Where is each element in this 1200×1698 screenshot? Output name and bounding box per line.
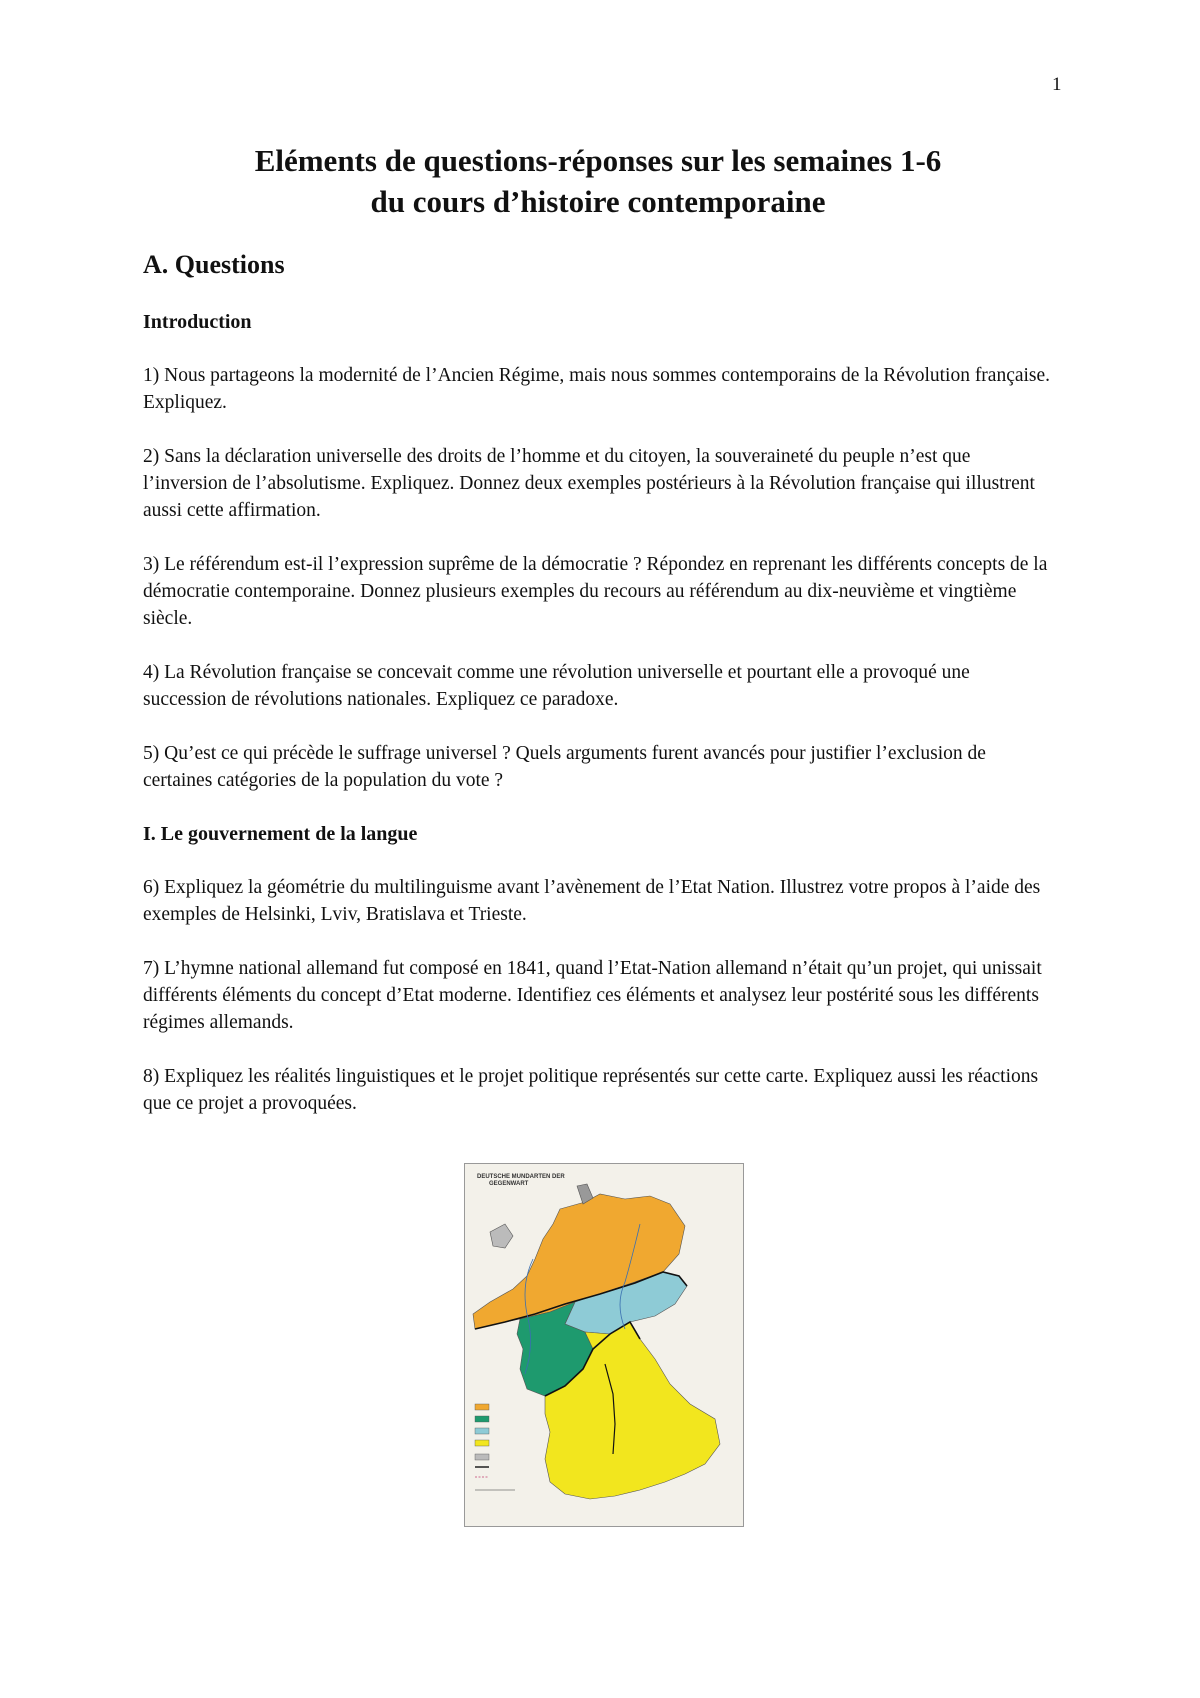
- page-number: 1: [1052, 74, 1062, 95]
- legend-swatch-ostmitteldeutsch: [475, 1428, 489, 1434]
- legend-swatch-oberdeutsch: [475, 1440, 489, 1446]
- question-6: 6) Expliquez la géométrie du multilinguisme avant l’avènement de l’Etat Nation. Illustrez votre propos à l’aide des exemples de Helsinki, Lviv, Bratislava et Trieste.: [143, 877, 1041, 925]
- introduction-heading: Introduction: [143, 311, 252, 333]
- german-dialects-map: [464, 1163, 744, 1527]
- question-5: 5) Qu’est ce qui précède le suffrage universel ? Quels arguments furent avancés pour justifier l’exclusion de certaines catégories de la population du vote ?: [143, 743, 986, 791]
- document-body: [143, 140, 1053, 1117]
- map-legend: [475, 1404, 515, 1490]
- map-title-line-1: DEUTSCHE MUNDARTEN DER: [477, 1174, 565, 1180]
- legend-swatch-westmitteldeutsch: [475, 1416, 489, 1422]
- document-title: [143, 140, 1053, 222]
- region-french-hatched: [490, 1224, 513, 1248]
- legend-swatch-hatched: [475, 1454, 489, 1460]
- title-line-1: Eléments de questions-réponses sur les semaines 1-6: [254, 143, 942, 178]
- question-7: 7) L’hymne national allemand fut composé en 1841, quand l’Etat-Nation allemand n’était qu’un projet, qui unissait différents éléments du concept d’Etat moderne. Identifiez ces éléments et analysez leur postérité sous les différents régimes allemands.: [143, 958, 1042, 1033]
- question-1: 1) Nous partageons la modernité de l’Ancien Régime, mais nous sommes contemporains de la Révolution française. Expliquez.: [143, 365, 1051, 413]
- question-3: 3) Le référendum est-il l’expression suprême de la démocratie ? Répondez en reprenant les différents concepts de la démocratie contemporaine. Donnez plusieurs exemples du recours au référendum au dix-neuvième et vingtième siècle.: [143, 554, 1048, 629]
- map-title-line-2: GEGENWART: [489, 1181, 529, 1187]
- question-4: 4) La Révolution française se concevait comme une révolution universelle et pourtant elle a provoqué une succession de révolutions nationales. Expliquez ce paradoxe.: [143, 662, 970, 710]
- legend-swatch-niederdeutsch: [475, 1404, 489, 1410]
- section-i-heading: I. Le gouvernement de la langue: [143, 823, 418, 845]
- section-a-heading: A. Questions: [143, 250, 285, 279]
- title-line-2: du cours d’histoire contemporaine: [370, 184, 826, 219]
- map-drawing: [465, 1164, 743, 1526]
- question-2: 2) Sans la déclaration universelle des droits de l’homme et du citoyen, la souveraineté du peuple n’est que l’inversion de l’absolutisme. Expliquez. Donnez deux exemples postérieurs à la Révolution française qui illustrent aussi cette affirmation.: [143, 446, 1035, 521]
- question-8: 8) Expliquez les réalités linguistiques et le projet politique représentés sur cette carte. Expliquez aussi les réactions que ce projet a provoquées.: [143, 1066, 1039, 1114]
